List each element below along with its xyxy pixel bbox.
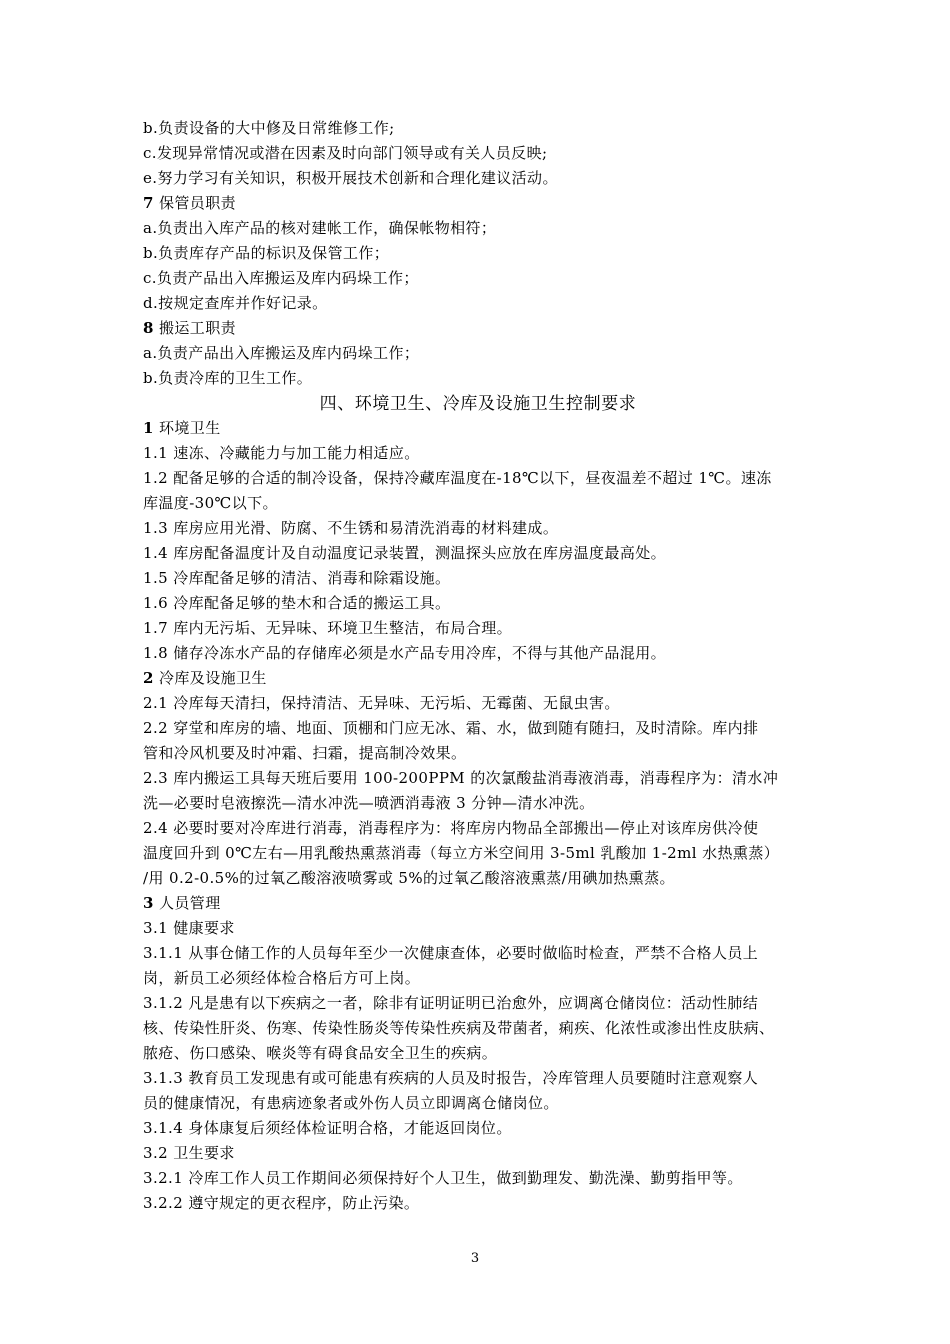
- section-heading: 7 保管员职责: [143, 194, 237, 212]
- text-line: 2.1 冷库每天清扫，保持清洁、无异味、无污垢、无霉菌、无鼠虫害。: [143, 694, 620, 712]
- text-line: 库温度-30℃以下。: [143, 494, 278, 512]
- text-line: 1.5 冷库配备足够的清洁、消毒和除霜设施。: [143, 569, 451, 587]
- text-line: 1.8 储存冷冻水产品的存储库必须是水产品专用冷库，不得与其他产品混用。: [143, 644, 667, 662]
- text-line: b.负责冷库的卫生工作。: [143, 369, 313, 387]
- text-line: 脓疮、伤口感染、喉炎等有碍食品安全卫生的疾病。: [143, 1044, 498, 1062]
- text-line: e.努力学习有关知识，积极开展技术创新和合理化建议活动。: [143, 169, 558, 187]
- text-line: 核、传染性肝炎、伤寒、传染性肠炎等传染性疾病及带菌者，痢疾、化浓性或渗出性皮肤病、: [143, 1019, 775, 1037]
- text-line: 3.1.2 凡是患有以下疾病之一者，除非有证明证明已治愈外，应调离仓储岗位：活动性肺结: [143, 994, 759, 1012]
- text-line: 2.3 库内搬运工具每天班后要用 100-200PPM 的次氯酸盐消毒液消毒，消毒程序为：清水冲: [143, 769, 779, 787]
- text-line: b.负责设备的大中修及日常维修工作;: [143, 119, 395, 137]
- text-line: 3.2.1 冷库工作人员工作期间必须保持好个人卫生，做到勤理发、勤洗澡、勤剪指甲等。: [143, 1169, 743, 1187]
- section-heading: 3 人员管理: [143, 894, 221, 912]
- text-line: 1.1 速冻、冷藏能力与加工能力相适应。: [143, 444, 420, 462]
- section-heading: 1 环境卫生: [143, 419, 221, 437]
- text-line: a.负责出入库产品的核对建帐工作，确保帐物相符；: [143, 219, 497, 237]
- text-line: 1.6 冷库配备足够的垫木和合适的搬运工具。: [143, 594, 451, 612]
- text-line: 3.1.4 身体康复后须经体检证明合格，才能返回岗位。: [143, 1119, 512, 1137]
- section-heading: 2 冷库及设施卫生: [143, 669, 267, 687]
- text-line: 1.2 配备足够的合适的制冷设备，保持冷藏库温度在-18℃以下，昼夜温差不超过 1℃。速冻: [143, 469, 772, 487]
- section-number: 7: [143, 194, 154, 212]
- text-line: c.发现异常情况或潜在因素及时向部门领导或有关人员反映;: [143, 144, 548, 162]
- text-line: 1.3 库房应用光滑、防腐、不生锈和易清洗消毒的材料建成。: [143, 519, 559, 537]
- text-line: 3.1.3 教育员工发现患有或可能患有疾病的人员及时报告，冷库管理人员要随时注意观察人: [143, 1069, 759, 1087]
- page-number: 3: [470, 1251, 480, 1266]
- text-line: 3.1.1 从事仓储工作的人员每年至少一次健康查体，必要时做临时检查，严禁不合格人员上: [143, 944, 759, 962]
- text-line: 3.2 卫生要求: [143, 1144, 235, 1162]
- text-line: d.按规定查库并作好记录。: [143, 294, 328, 312]
- text-line: 3.1 健康要求: [143, 919, 235, 937]
- text-line: 3.2.2 遵守规定的更衣程序，防止污染。: [143, 1194, 420, 1212]
- text-line: a.负责产品出入库搬运及库内码垛工作；: [143, 344, 420, 362]
- text-line: 洗—必要时皂液擦洗—清水冲洗—喷洒消毒液 3 分钟—清水冲洗。: [143, 794, 595, 812]
- section-number: 1: [143, 419, 154, 437]
- section-number: 8: [143, 319, 154, 337]
- text-line: 员的健康情况，有患病迹象者或外伤人员立即调离仓储岗位。: [143, 1094, 559, 1112]
- document-body: [143, 116, 813, 1216]
- text-line: 岗，新员工必须经体检合格后方可上岗。: [143, 969, 421, 987]
- section-number: 3: [143, 894, 154, 912]
- section-heading: 8 搬运工职责: [143, 319, 237, 337]
- text-line: 2.4 必要时要对冷库进行消毒，消毒程序为：将库房内物品全部搬出—停止对该库房供冷使: [143, 819, 759, 837]
- section-title: 四、环境卫生、冷库及设施卫生控制要求: [319, 394, 637, 414]
- text-line: c.负责产品出入库搬运及库内码垛工作；: [143, 269, 419, 287]
- text-line: 1.4 库房配备温度计及自动温度记录装置，测温探头应放在库房温度最高处。: [143, 544, 667, 562]
- text-line: 2.2 穿堂和库房的墙、地面、顶棚和门应无冰、霜、水，做到随有随扫，及时清除。库内排: [143, 719, 759, 737]
- text-line: 温度回升到 0℃左右—用乳酸热熏蒸消毒（每立方米空间用 3-5ml 乳酸加 1-2ml 水热熏蒸）: [143, 844, 780, 862]
- text-line: 管和冷风机要及时冲霜、扫霜，提高制冷效果。: [143, 744, 467, 762]
- section-number: 2: [143, 669, 154, 687]
- text-line: b.负责库存产品的标识及保管工作；: [143, 244, 390, 262]
- text-line: 1.7 库内无污垢、无异味、环境卫生整洁，布局合理。: [143, 619, 513, 637]
- text-line: /用 0.2-0.5%的过氧乙酸溶液喷雾或 5%的过氧乙酸溶液熏蒸/用碘加热熏蒸。: [143, 869, 675, 887]
